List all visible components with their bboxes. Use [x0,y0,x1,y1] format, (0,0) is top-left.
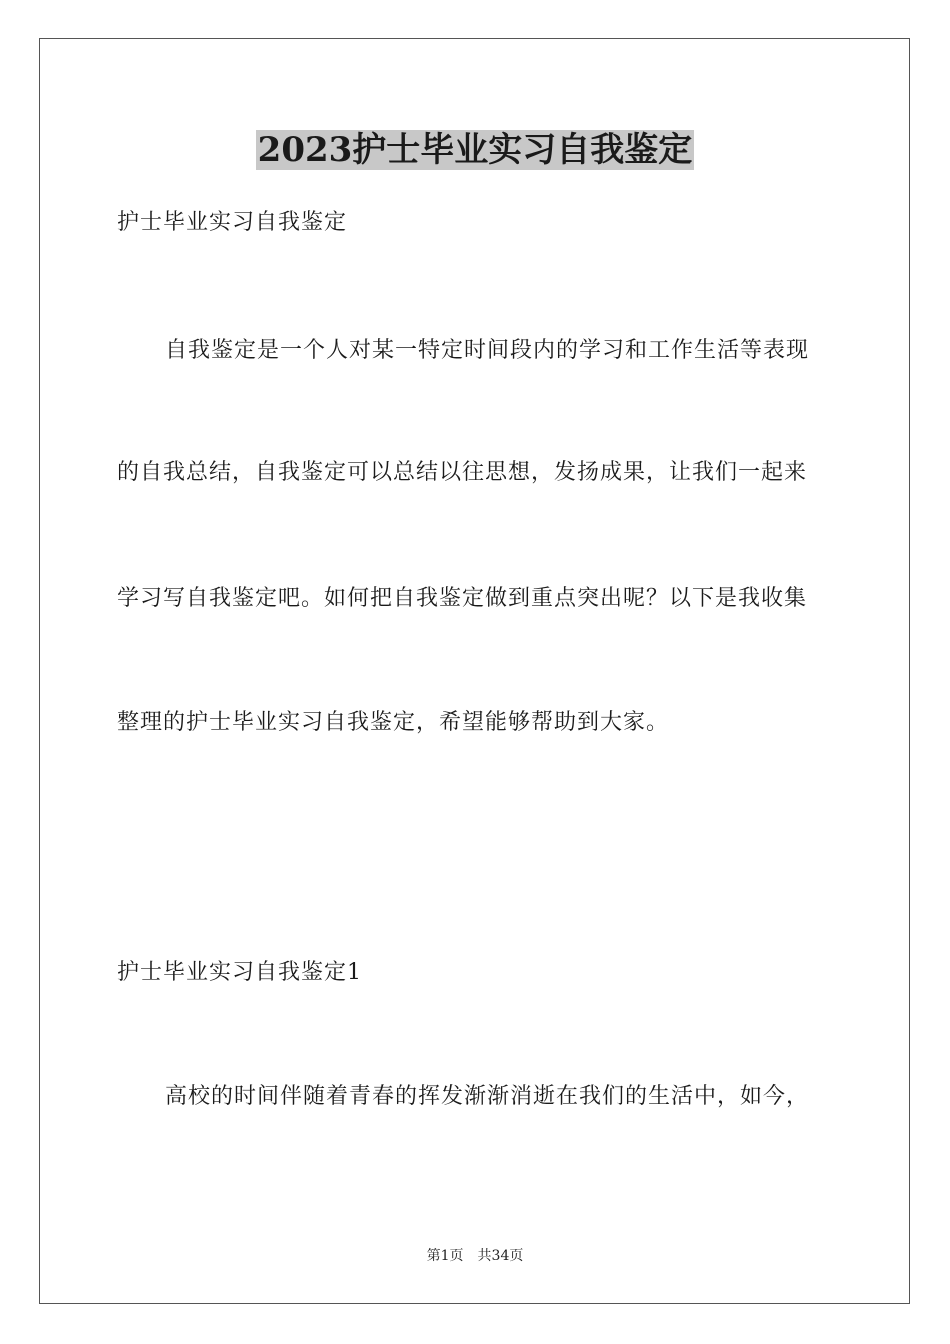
intro-line-3: 学习写自我鉴定吧。如何把自我鉴定做到重点突出呢？以下是我收集 [117,586,808,611]
document-subtitle: 护士毕业实习自我鉴定 [117,210,348,235]
document-title [0,124,950,176]
intro-line-2: 的自我总结，自我鉴定可以总结以往思想，发扬成果，让我们一起来 [117,460,808,485]
intro-line-4: 整理的护士毕业实习自我鉴定，希望能够帮助到大家。 [117,710,670,735]
section-heading: 护士毕业实习自我鉴定1 [117,960,362,985]
intro-line-1: 自我鉴定是一个人对某一特定时间段内的学习和工作生活等表现 [165,338,810,363]
section-line-1: 高校的时间伴随着青春的挥发渐渐消逝在我们的生活中，如今， [165,1084,810,1109]
page-number: 第1页 [426,1248,464,1264]
page-footer [0,1246,950,1266]
document-title-text: 2023护士毕业实习自我鉴定 [257,130,693,170]
page-total: 共34页 [477,1248,524,1264]
